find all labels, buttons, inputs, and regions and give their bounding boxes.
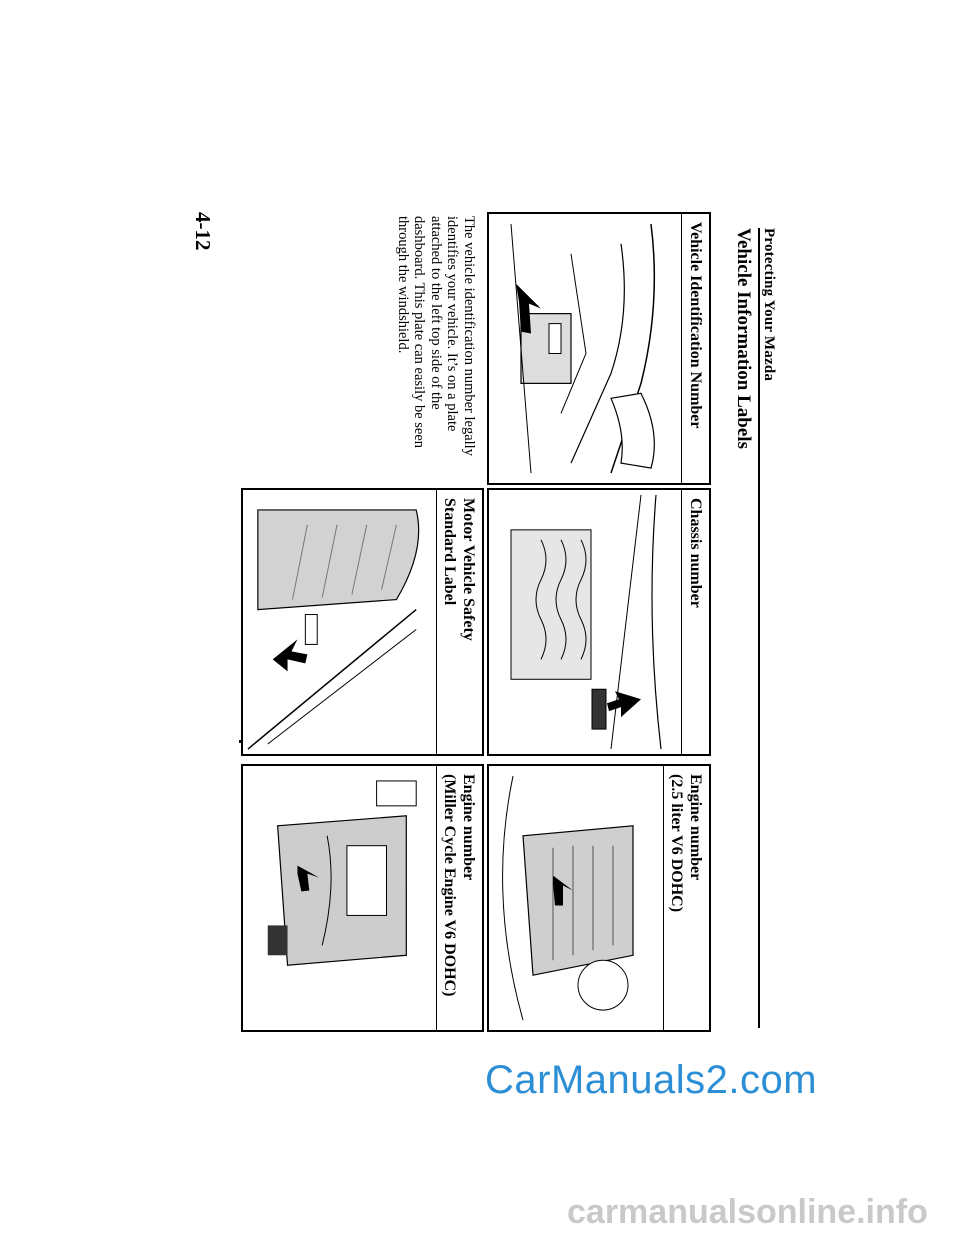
miller-engine-panel: [241, 764, 484, 1032]
watermark-carmanuals2: CarManuals2.com: [485, 1058, 818, 1102]
engine-2-5-panel-heading: Engine number (2.5 liter V6 DOHC): [663, 766, 709, 1030]
miller-engine-illustration: [243, 766, 436, 1030]
section-header: Protecting Your Mazda: [761, 228, 777, 382]
watermark-carmanualsonline: carmanualsonline.info: [567, 1193, 928, 1231]
page-title: Vehicle Information Labels: [733, 228, 754, 449]
engine-2-5-panel: [487, 764, 711, 1032]
page-number: 4-12: [191, 212, 215, 251]
header-rule: [759, 228, 761, 1028]
safety-label-panel: [241, 488, 484, 756]
chassis-panel: [487, 488, 711, 756]
vin-plate-dashboard-illustration: [489, 214, 681, 483]
engine-bay-chassis-illustration: [489, 490, 681, 754]
safety-label-panel-heading: Motor Vehicle Safety Standard Label: [436, 490, 482, 754]
chassis-panel-heading: Chassis number: [681, 490, 709, 754]
vin-panel: [487, 212, 711, 485]
vin-description: The vehicle identification number legally identifies your vehicle. It’s on a plate attached to the left top side of the dashboard. This plate can easily be seen through the windshield.: [395, 216, 477, 456]
margin-dot: [239, 740, 242, 743]
engine-2-5-illustration: [489, 766, 663, 1030]
miller-engine-panel-heading: Engine number (Miller Cycle Engine V6 DOHC): [436, 766, 482, 1030]
vin-panel-heading: Vehicle Identification Number: [681, 214, 709, 483]
door-pillar-seat-illustration: [243, 490, 436, 754]
